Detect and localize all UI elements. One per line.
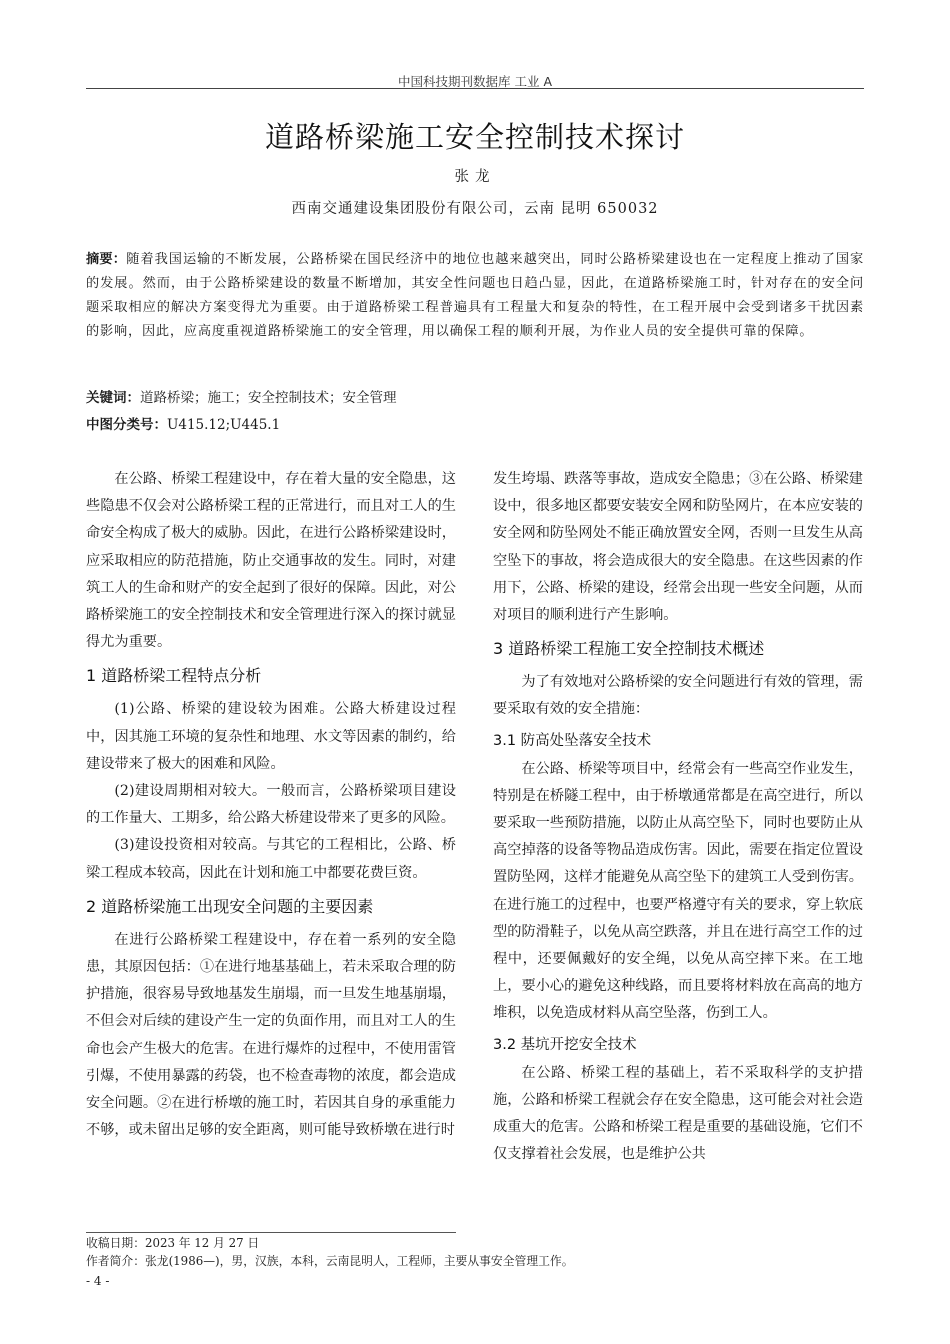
received-date: 收稿日期：2023 年 12 月 27 日 — [86, 1236, 260, 1250]
intro-paragraph: 在公路、桥梁工程建设中，存在着大量的安全隐患，这些隐患不仅会对公路桥梁工程的正常进行，而且对工人的生命安全构成了极大的威胁。因此，在进行公路桥梁建设时，应采取相应的防范措施，防止交通事故的发生。同时，对建筑工人的生命和财产的安全起到了很好的保障。因此，对公路桥梁施工的安全控制技术和安全管理进行深入的探讨就显得尤为重要。 — [86, 471, 456, 651]
author-name: 张龙 — [454, 169, 496, 185]
section-1-paragraph-2: (2)建设周期相对较大。一般而言，公路桥梁项目建设的工作量大、工期多，给公路大桥建设带来了更多的风险。 — [86, 783, 456, 827]
journal-header: 中国科技期刊数据库 工业 A — [398, 74, 552, 89]
section-2-paragraph-1-continued: 发生垮塌、跌落等事故，造成安全隐患；③在公路、桥梁建设中，很多地区都要安装安全网和防坠网片，在本应安装的安全网和防坠网处不能正确放置安全网，否则一旦发生从高空坠下的事故，将会造成很大的安全隐患。在这些因素的作用下，公路、桥梁的建设，经常会出现一些安全问题，从而对项目的顺利进行产生影响。 — [493, 471, 863, 624]
section-3-2-paragraph-1: 在公路、桥梁工程的基础上，若不采取科学的支护措施，公路和桥梁工程就会存在安全隐患，这可能会对社会造成重大的危害。公路和桥梁工程是重要的基础设施，它们不仅支撑着社会发展，也是维护公共 — [493, 1064, 863, 1163]
footnote — [86, 1234, 864, 1270]
section-3-2-title: 3.2 基坑开挖安全技术 — [493, 1036, 637, 1053]
section-1-title: 1 道路桥梁工程特点分析 — [86, 666, 262, 686]
section-3-1-title: 3.1 防高处坠落安全技术 — [493, 732, 652, 749]
abstract-text: 随着我国运输的不断发展，公路桥梁在国民经济中的地位也越来越突出，同时公路桥梁建设也在一定程度上推动了国家的发展。然而，由于公路桥梁建设的数量不断增加，其安全性问题也日趋凸显，因此，在道路桥梁施工时，针对存在的安全问题采取相应的解决方案变得尤为重要。由于道路桥梁工程普遍具有工程量大和复杂的特性，在工程开展中会受到诸多干扰因素的影响，因此，应高度重视道路桥梁施工的安全管理，用以确保工程的顺利开展，为作业人员的安全提供可靠的保障。 — [86, 252, 864, 339]
author-bio: 作者简介：张龙(1986—)，男，汉族，本科，云南昆明人，工程师，主要从事安全管理工作。 — [86, 1254, 574, 1268]
section-1-paragraph-1: (1)公路、桥梁的建设较为困难。公路大桥建设过程中，因其施工环境的复杂性和地理、水文等因素的制约，给建设带来了极大的困难和风险。 — [86, 701, 456, 772]
right-column — [493, 466, 863, 1168]
article-title: 道路桥梁施工安全控制技术探讨 — [264, 120, 685, 154]
abstract-label: 摘要： — [86, 252, 127, 267]
author-affiliation: 西南交通建设集团股份有限公司，云南 昆明 650032 — [291, 201, 659, 217]
classification-text: U415.12;U445.1 — [167, 417, 281, 433]
section-3-1-paragraph-1: 在公路、桥梁等项目中，经常会有一些高空作业发生，特别是在桥隧工程中，由于桥墩通常都是在高空进行，所以要采取一些预防措施，以防止从高空坠下，同时也要防止从高空掉落的设备等物品造成伤害。因此，需要在指定位置设置防坠网，这样才能避免从高空坠下的建筑工人受到伤害。在进行施工的过程中，也要严格遵守有关的要求，穿上软底型的防滑鞋子，以免从高空跌落，并且在进行高空工作的过程中，还要佩戴好的安全绳，以免从高空摔下来。在工地上，要小心的避免这种线路，而且要将材料放在高高的地方堆积，以免造成材料从高空坠落，伤到工人。 — [493, 760, 863, 1022]
keywords-label: 关键词： — [86, 390, 140, 406]
classification — [86, 413, 280, 433]
section-1-paragraph-3: (3)建设投资相对较高。与其它的工程相比，公路、桥梁工程成本较高，因此在计划和施工中都要花费巨资。 — [86, 837, 456, 881]
keywords-text: 道路桥梁；施工；安全控制技术；安全管理 — [140, 390, 397, 406]
section-2-title: 2 道路桥梁施工出现安全问题的主要因素 — [86, 896, 374, 916]
section-3-title: 3 道路桥梁工程施工安全控制技术概述 — [493, 639, 765, 659]
left-column — [86, 466, 456, 1144]
header-rule — [86, 88, 864, 89]
page-number: - 4 - — [86, 1274, 110, 1288]
classification-label: 中图分类号： — [86, 417, 167, 433]
abstract — [86, 248, 864, 344]
section-2-paragraph-1: 在进行公路桥梁工程建设中，存在着一系列的安全隐患，其原因包括：①在进行地基基础上，若未采取合理的防护措施，很容易导致地基发生崩塌，而一旦发生地基崩塌，不但会对后续的建设产生一定的负面作用，而且对工人的生命也会产生极大的危害。在进行爆炸的过程中，不使用雷管引爆，不使用暴露的药袋，也不检查毒物的浓度，都会造成安全问题。②在进行桥墩的施工时，若因其自身的承重能力不够，或未留出足够的安全距离，则可能导致桥墩在进行时 — [86, 931, 456, 1139]
section-3-paragraph-1: 为了有效地对公路桥梁的安全问题进行有效的管理，需要采取有效的安全措施： — [493, 674, 863, 718]
footnote-rule — [86, 1232, 456, 1233]
keywords — [86, 386, 397, 406]
